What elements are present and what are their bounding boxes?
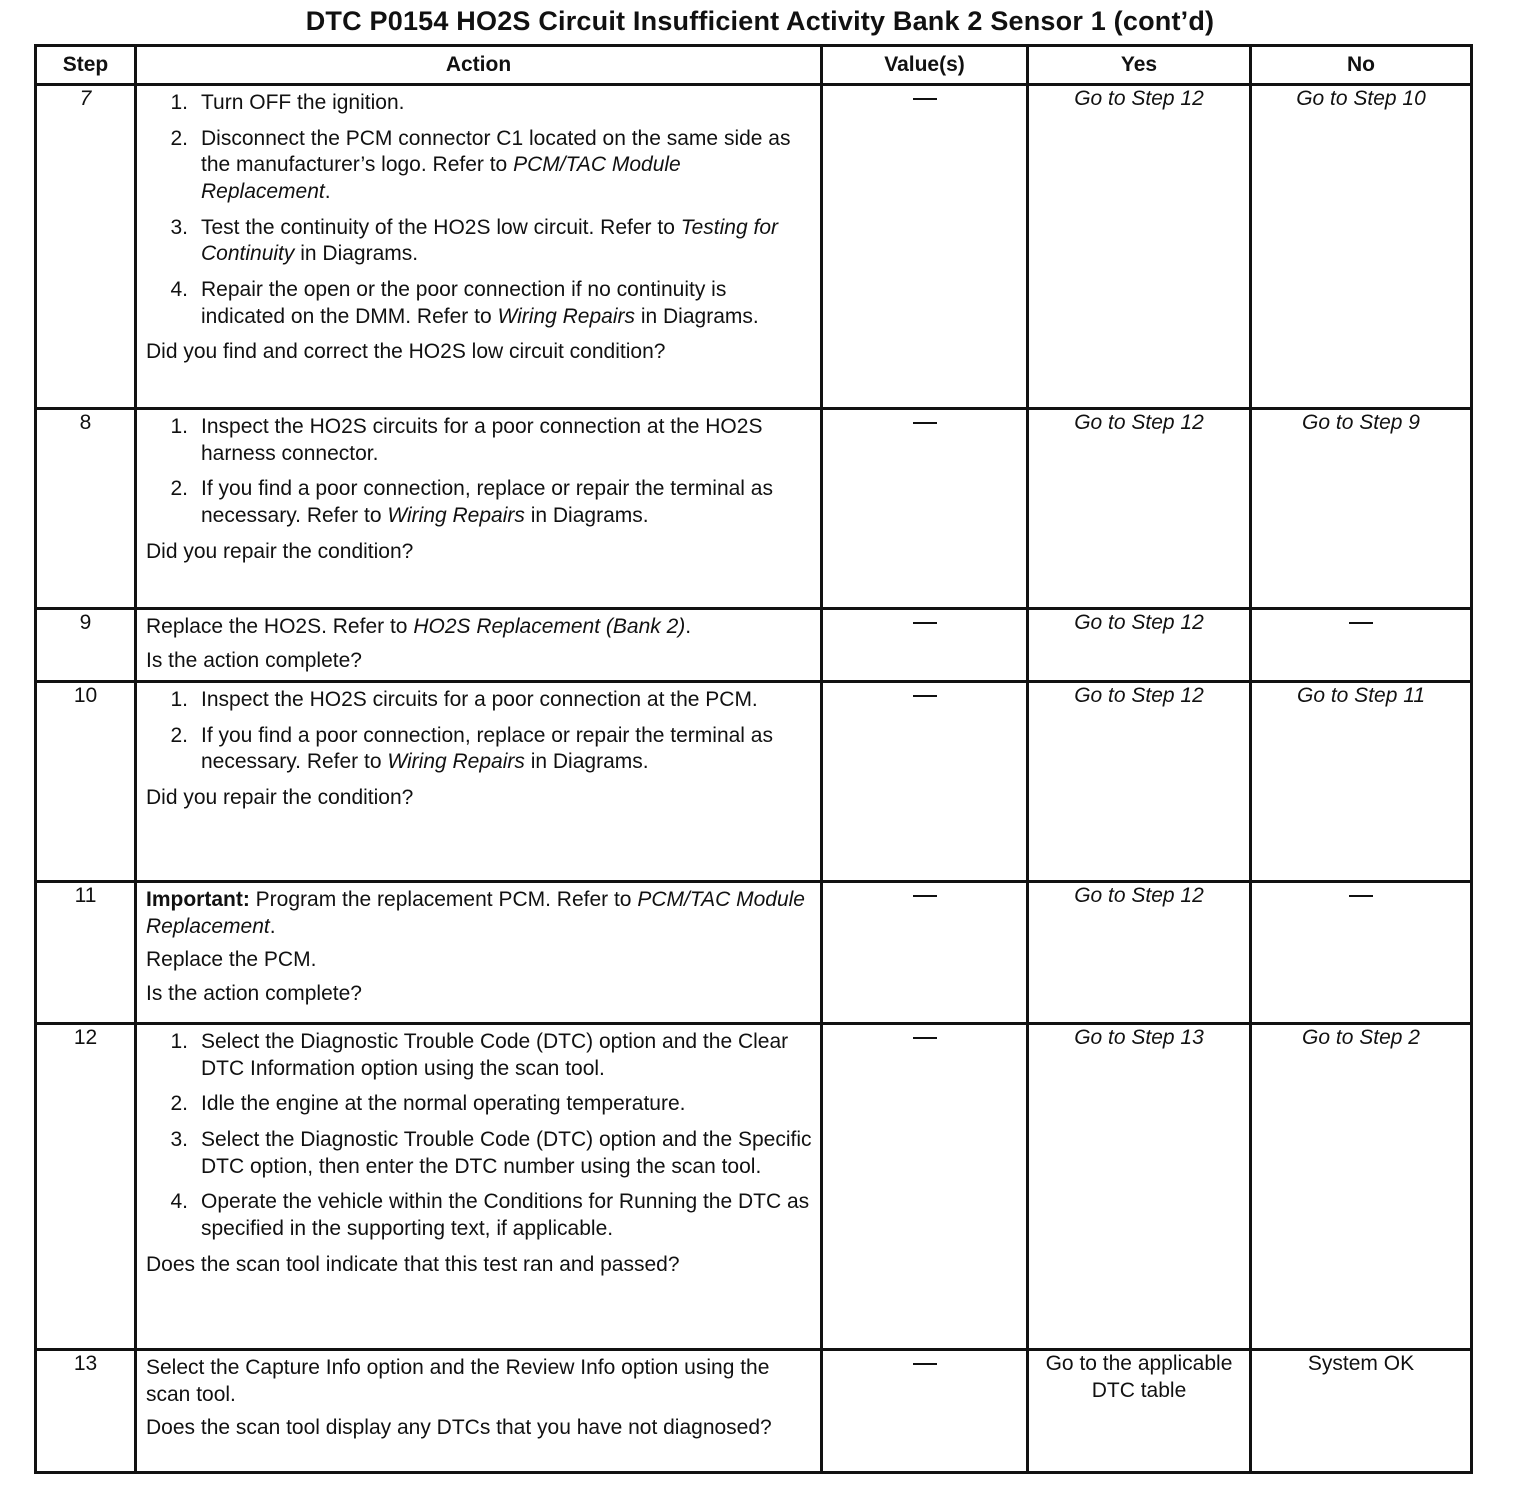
yes-cell: Go to Step 12 bbox=[1028, 409, 1251, 609]
header-action: Action bbox=[136, 46, 822, 85]
value-cell bbox=[822, 409, 1028, 609]
list-item: 3. Test the continuity of the HO2S low circuit. Refer to Testing for Continuity in Diagrams. bbox=[170, 215, 778, 266]
value-cell bbox=[822, 682, 1028, 882]
step-number: 9 bbox=[36, 609, 136, 682]
question-text: Does the scan tool display any DTCs that you have not diagnosed? bbox=[146, 1416, 772, 1440]
list-item: 2. Disconnect the PCM connector C1 located on the same side as the manufacturer’s logo. Refer to PCM/TAC Module Replacement. bbox=[170, 126, 791, 203]
page-title: DTC P0154 HO2S Circuit Insufficient Activity Bank 2 Sensor 1 (cont’d) bbox=[305, 6, 1215, 36]
reference-link: PCM/TAC Module Replacement bbox=[146, 888, 805, 938]
value-cell bbox=[822, 609, 1028, 682]
dash-mark bbox=[913, 622, 937, 624]
header-step: Step bbox=[36, 46, 136, 85]
dash-mark bbox=[1349, 895, 1373, 897]
list-item: 1. Inspect the HO2S circuits for a poor connection at the PCM. bbox=[170, 688, 758, 711]
step-number: 7 bbox=[36, 85, 136, 409]
step-number: 11 bbox=[36, 882, 136, 1024]
reference-link: HO2S Replacement (Bank 2) bbox=[413, 615, 686, 638]
dash-mark bbox=[1349, 622, 1373, 624]
dash-mark bbox=[913, 422, 937, 424]
list-item: 2. If you find a poor connection, replace or repair the terminal as necessary. Refer to Wiring Repairs in Diagrams. bbox=[170, 477, 773, 527]
dash-mark bbox=[913, 695, 937, 697]
diagnostic-table bbox=[34, 44, 1473, 1474]
no-cell: Go to Step 9 bbox=[1251, 409, 1472, 609]
table-row bbox=[36, 409, 1472, 609]
header-no: No bbox=[1251, 46, 1472, 85]
header-row bbox=[36, 46, 1472, 85]
header-values: Value(s) bbox=[822, 46, 1028, 85]
reference-link: PCM/TAC Module Replacement bbox=[201, 153, 681, 203]
action-text: Replace the PCM. bbox=[146, 948, 317, 972]
question-text: Did you repair the condition? bbox=[146, 539, 414, 563]
list-item: 1. Turn OFF the ignition. bbox=[170, 91, 405, 114]
question-text: Did you find and correct the HO2S low circuit condition? bbox=[146, 340, 666, 364]
question-text: Is the action complete? bbox=[146, 981, 362, 1005]
yes-cell: Go to Step 12 bbox=[1028, 609, 1251, 682]
list-item: 3. Select the Diagnostic Trouble Code (DTC) option and the Specific DTC option, then enter the DTC number using the scan tool. bbox=[170, 1127, 812, 1178]
action-cell bbox=[136, 85, 822, 409]
reference-link: Wiring Repairs bbox=[387, 503, 525, 527]
yes-cell: Go to the applicable DTC table bbox=[1028, 1350, 1251, 1473]
value-cell bbox=[822, 1350, 1028, 1473]
dash-mark bbox=[913, 895, 937, 897]
yes-cell: Go to Step 12 bbox=[1028, 882, 1251, 1024]
yes-cell: Go to Step 13 bbox=[1028, 1024, 1251, 1350]
no-cell bbox=[1251, 609, 1472, 682]
question-text: Did you repair the condition? bbox=[146, 785, 414, 809]
step-number: 13 bbox=[36, 1350, 136, 1473]
header-yes: Yes bbox=[1028, 46, 1251, 85]
important-label: Important: bbox=[146, 888, 250, 911]
question-text: Does the scan tool indicate that this test ran and passed? bbox=[146, 1252, 680, 1276]
action-cell bbox=[136, 882, 822, 1024]
table-row bbox=[36, 882, 1472, 1024]
action-text: Replace the HO2S. Refer to HO2S Replacement (Bank 2). bbox=[146, 615, 692, 638]
value-cell bbox=[822, 85, 1028, 409]
no-cell: System OK bbox=[1251, 1350, 1472, 1473]
action-cell bbox=[136, 409, 822, 609]
list-item: 2. If you find a poor connection, replace or repair the terminal as necessary. Refer to Wiring Repairs in Diagrams. bbox=[170, 723, 773, 774]
no-cell: Go to Step 10 bbox=[1251, 85, 1472, 409]
no-cell: Go to Step 11 bbox=[1251, 682, 1472, 882]
dash-mark bbox=[913, 1037, 937, 1039]
no-cell bbox=[1251, 882, 1472, 1024]
step-number: 12 bbox=[36, 1024, 136, 1350]
question-text: Is the action complete? bbox=[146, 648, 362, 672]
dash-mark bbox=[913, 98, 937, 100]
list-item: 1. Inspect the HO2S circuits for a poor connection at the HO2S harness connector. bbox=[170, 415, 763, 465]
action-cell bbox=[136, 1024, 822, 1350]
no-cell: Go to Step 2 bbox=[1251, 1024, 1472, 1350]
step-number: 8 bbox=[36, 409, 136, 609]
action-cell bbox=[136, 1350, 822, 1473]
list-item: 4. Operate the vehicle within the Conditions for Running the DTC as specified in the supporting text, if applicable. bbox=[170, 1190, 810, 1240]
value-cell bbox=[822, 882, 1028, 1024]
important-note: Important: Program the replacement PCM. Refer to PCM/TAC Module Replacement. bbox=[146, 888, 805, 938]
dash-mark bbox=[913, 1363, 937, 1365]
yes-cell: Go to Step 12 bbox=[1028, 682, 1251, 882]
value-cell bbox=[822, 1024, 1028, 1350]
list-item: 1. Select the Diagnostic Trouble Code (DTC) option and the Clear DTC Information option using the scan tool. bbox=[170, 1030, 789, 1080]
table-row bbox=[36, 1350, 1472, 1473]
list-item: 4. Repair the open or the poor connection if no continuity is indicated on the DMM. Refer to Wiring Repairs in Diagrams. bbox=[170, 277, 759, 328]
action-cell bbox=[136, 609, 822, 682]
reference-link: Wiring Repairs bbox=[497, 304, 635, 328]
action-text: Select the Capture Info option and the Review Info option using the scan tool. bbox=[146, 1356, 770, 1406]
list-item: 2. Idle the engine at the normal operating temperature. bbox=[170, 1092, 686, 1116]
table-row bbox=[36, 1024, 1472, 1350]
table-row bbox=[36, 682, 1472, 882]
step-number: 10 bbox=[36, 682, 136, 882]
yes-cell: Go to Step 12 bbox=[1028, 85, 1251, 409]
reference-link: Wiring Repairs bbox=[387, 750, 525, 774]
table-row bbox=[36, 609, 1472, 682]
reference-link: Testing for Continuity bbox=[201, 215, 778, 266]
action-cell bbox=[136, 682, 822, 882]
table-row bbox=[36, 85, 1472, 409]
